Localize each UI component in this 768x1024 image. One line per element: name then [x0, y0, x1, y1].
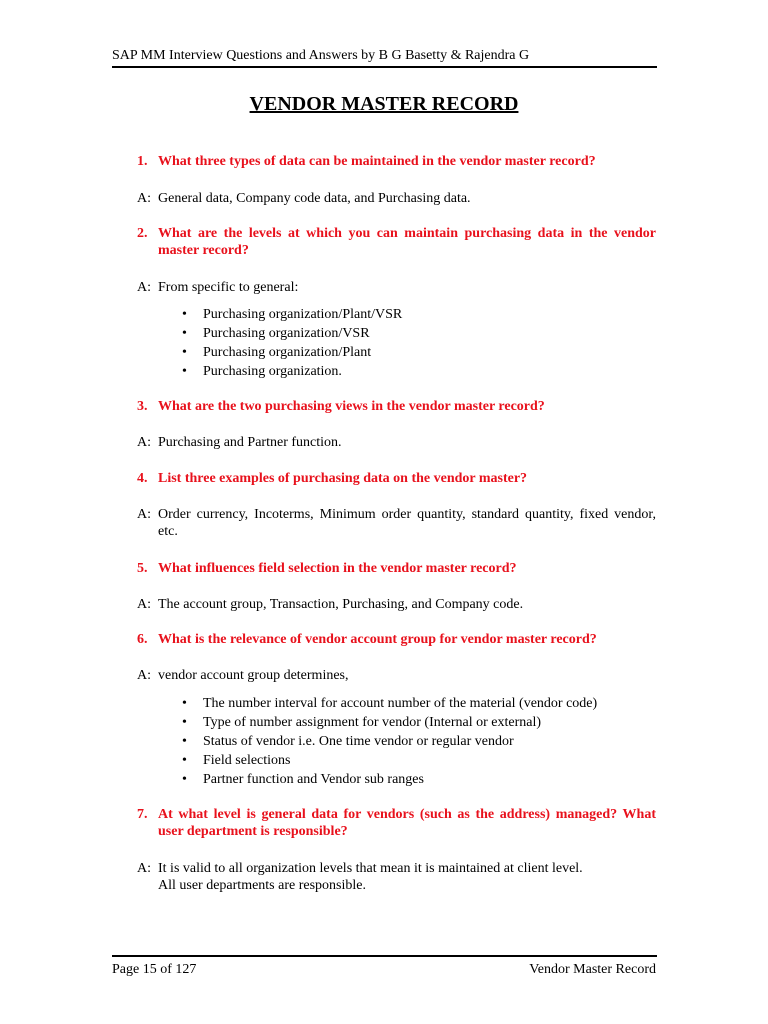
header-divider [112, 66, 657, 68]
page-number: Page 15 of 127 [112, 962, 197, 977]
question-number: 6. [137, 632, 148, 647]
answer-6 [137, 667, 656, 684]
answer-text: From specific to general: [158, 280, 299, 295]
question-number: 3. [137, 399, 148, 414]
question-number: 7. [137, 807, 148, 822]
answer-1 [137, 190, 656, 207]
question-text: At what level is general data for vendors (such as the address) managed? What user department is responsible? [158, 807, 656, 839]
question-2 [137, 225, 656, 259]
answer-prefix: A: [137, 861, 151, 876]
footer-divider [112, 955, 657, 957]
answer-text-line-1: It is valid to all organization levels that mean it is maintained at client level. [158, 861, 583, 876]
question-6 [137, 631, 656, 648]
list-item: • Purchasing organization/VSR [203, 324, 402, 343]
answer-text: General data, Company code data, and Purchasing data. [158, 191, 471, 206]
question-5 [137, 560, 656, 577]
question-number: 4. [137, 471, 148, 486]
list-item: • Partner function and Vendor sub ranges [203, 770, 597, 789]
question-text: What influences field selection in the vendor master record? [158, 561, 517, 576]
answer-text: Order currency, Incoterms, Minimum order quantity, standard quantity, fixed vendor, etc. [158, 507, 656, 539]
answer-prefix: A: [137, 435, 151, 450]
running-header-title: SAP MM Interview Questions and Answers by B G Basetty & Rajendra G [112, 48, 530, 63]
answer-2 [137, 279, 656, 296]
answer-prefix: A: [137, 507, 151, 522]
question-text: List three examples of purchasing data on the vendor master? [158, 471, 528, 486]
document-title: VENDOR MASTER RECORD [249, 93, 519, 115]
footer-section-title: Vendor Master Record [529, 962, 656, 977]
list-item: • Purchasing organization/Plant [203, 343, 402, 362]
answer-prefix: A: [137, 668, 151, 683]
question-text: What is the relevance of vendor account group for vendor master record? [158, 632, 597, 647]
question-text: What are the two purchasing views in the vendor master record? [158, 399, 545, 414]
question-number: 5. [137, 561, 148, 576]
answer-5 [137, 596, 656, 613]
question-3 [137, 398, 656, 415]
answer-text: vendor account group determines, [158, 668, 349, 683]
answer-text: The account group, Transaction, Purchasing, and Company code. [158, 597, 524, 612]
question-7 [137, 806, 656, 840]
list-item: • Field selections [203, 751, 597, 770]
answer-6-bullet-list [203, 694, 597, 789]
question-text: What three types of data can be maintained in the vendor master record? [158, 154, 596, 169]
question-text: What are the levels at which you can maintain purchasing data in the vendor master record? [158, 226, 656, 258]
answer-2-bullet-list [203, 305, 402, 381]
list-item: • Purchasing organization. [203, 362, 402, 381]
answer-7 [137, 860, 656, 894]
question-4 [137, 470, 656, 487]
answer-prefix: A: [137, 597, 151, 612]
answer-text-line-2: All user departments are responsible. [158, 878, 366, 893]
answer-prefix: A: [137, 191, 151, 206]
question-number: 2. [137, 226, 148, 241]
question-number: 1. [137, 154, 148, 169]
list-item: • Type of number assignment for vendor (Internal or external) [203, 713, 597, 732]
list-item: • The number interval for account number of the material (vendor code) [203, 694, 597, 713]
answer-text: Purchasing and Partner function. [158, 435, 342, 450]
list-item: • Purchasing organization/Plant/VSR [203, 305, 402, 324]
answer-3 [137, 434, 656, 451]
answer-4 [137, 506, 656, 540]
list-item: • Status of vendor i.e. One time vendor or regular vendor [203, 732, 597, 751]
answer-prefix: A: [137, 280, 151, 295]
question-1 [137, 153, 656, 170]
